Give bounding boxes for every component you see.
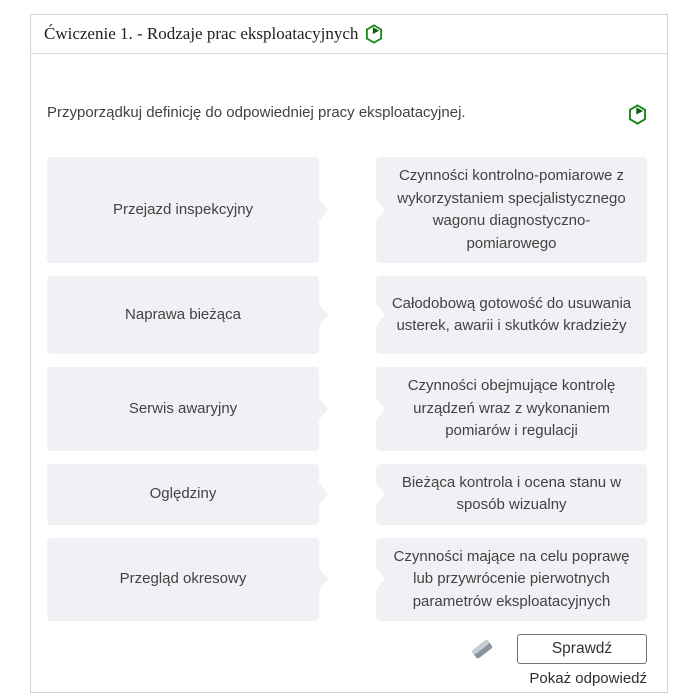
term-card[interactable]: [47, 464, 319, 525]
definition-label: Bieżąca kontrola i ocena stanu w sposób wizualny: [401, 473, 622, 513]
exercise-title: Ćwiczenie 1. - Rodzaje prac eksploatacyjnych: [44, 24, 359, 43]
definition-label: Czynności kontrolno-pomiarowe z wykorzystaniem specjalistycznego wagonu diagnostyczno-pomiarowego: [397, 167, 626, 252]
term-card[interactable]: [47, 157, 319, 263]
term-card[interactable]: [47, 367, 319, 451]
interactive-content-icon: [365, 24, 383, 44]
term-label: Przegląd okresowy: [119, 570, 247, 587]
definition-card[interactable]: [376, 367, 647, 451]
match-row: [47, 157, 647, 263]
match-row: [47, 464, 647, 525]
exercise-body: [31, 54, 667, 687]
match-row: [47, 276, 647, 354]
instruction-row: [47, 104, 647, 125]
exercise-footer: [47, 634, 647, 664]
check-button[interactable]: Sprawdź: [517, 634, 647, 664]
match-row: [47, 367, 647, 451]
definition-card[interactable]: [376, 538, 647, 622]
definition-label: Czynności mające na celu poprawę lub przywrócenie pierwotnych parametrów eksploatacyjnych: [393, 547, 630, 610]
term-label: Serwis awaryjny: [128, 399, 238, 417]
instruction-text: Przyporządkuj definicję do odpowiedniej pracy eksploatacyjnej.: [47, 104, 466, 121]
match-row: [47, 538, 647, 622]
exercise-card: [30, 14, 668, 693]
term-label: Oględziny: [149, 484, 217, 502]
term-card[interactable]: [47, 538, 319, 622]
definition-card[interactable]: [376, 464, 647, 525]
definition-card[interactable]: [376, 276, 647, 354]
reset-button[interactable]: [469, 636, 495, 662]
match-rows: [47, 157, 647, 621]
term-label: Przejazd inspekcyjny: [112, 200, 254, 218]
definition-card[interactable]: [376, 157, 647, 263]
show-answer-link[interactable]: Pokaż odpowiedź: [529, 670, 647, 687]
interactive-content-icon: [628, 104, 647, 125]
term-card[interactable]: [47, 276, 319, 354]
eraser-icon: [469, 636, 495, 662]
definition-label: Czynności obejmujące kontrolę urządzeń wraz z wykonaniem pomiarów i regulacji: [407, 377, 616, 439]
definition-label: Całodobową gotowość do usuwania usterek, awarii i skutków kradzieży: [391, 294, 632, 334]
exercise-header: [31, 15, 667, 54]
term-label: Naprawa bieżąca: [125, 305, 241, 323]
